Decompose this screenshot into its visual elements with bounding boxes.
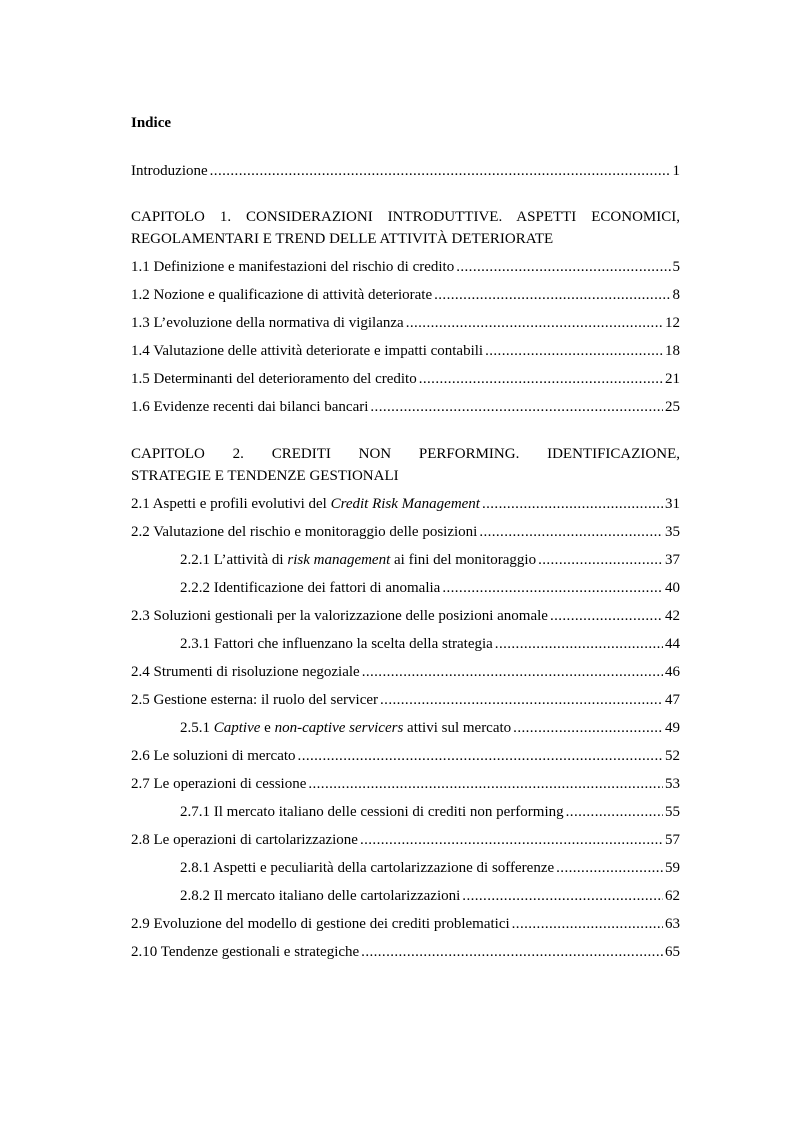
dot-leader — [298, 746, 663, 766]
dot-leader — [360, 830, 663, 850]
toc-entry-2-7-1[interactable] — [180, 802, 680, 822]
toc-entry-title: 1.3 L’evoluzione della normativa di vigilanza — [131, 315, 404, 331]
dot-leader — [434, 285, 670, 305]
toc-entry-2-9[interactable] — [131, 914, 680, 934]
italic-term: Captive — [213, 720, 261, 736]
dot-leader — [512, 914, 663, 934]
dot-leader — [462, 886, 663, 906]
toc-entry-title: 2.3 Soluzioni gestionali per la valorizzazione delle posizioni anomale — [131, 608, 548, 624]
toc-entry-title: 2.8 Le operazioni di cartolarizzazione — [131, 832, 358, 848]
dot-leader — [361, 942, 663, 962]
toc-entry-title: 1.6 Evidenze recenti dai bilanci bancari — [131, 399, 369, 415]
chapter-1-heading — [131, 206, 680, 250]
toc-page-number: 1 — [672, 163, 680, 179]
toc-page-number: 25 — [665, 399, 680, 415]
toc-page-number: 53 — [665, 776, 680, 792]
chapter-2-line-2: STRATEGIE E TENDENZE GESTIONALI — [131, 468, 399, 484]
toc-entry-1-2[interactable] — [131, 285, 680, 305]
toc-entry-title: 2.2 Valutazione del rischio e monitoraggio delle posizioni — [131, 524, 478, 540]
toc-page-number: 42 — [665, 608, 680, 624]
toc-entry-title: 2.2.2 Identificazione dei fattori di anomalia — [180, 580, 441, 596]
toc-entry-introduzione[interactable] — [131, 161, 680, 181]
dot-leader — [308, 774, 663, 794]
toc-entry-2-8-1[interactable] — [180, 858, 680, 878]
toc-page-number: 46 — [665, 664, 680, 680]
toc-entry-2-8-2[interactable] — [180, 886, 680, 906]
toc-entry-title: 1.1 Definizione e manifestazioni del rischio di credito — [131, 259, 455, 275]
toc-entry-title: 2.8.1 Aspetti e peculiarità della cartolarizzazione di sofferenze — [180, 860, 555, 876]
toc-page-number: 44 — [665, 636, 680, 652]
chapter-2-line-1: CAPITOLO 2. CREDITI NON PERFORMING. IDENTIFICAZIONE, — [131, 446, 680, 462]
toc-page-number: 47 — [665, 692, 680, 708]
toc-entry-title: 2.3.1 Fattori che influenzano la scelta della strategia — [180, 636, 493, 652]
toc-page-number: 65 — [665, 944, 680, 960]
toc-page-number: 8 — [672, 287, 680, 303]
toc-page-number: 21 — [665, 371, 680, 387]
italic-term: risk management — [287, 552, 391, 568]
toc-entry-title: 2.6 Le soluzioni di mercato — [131, 748, 296, 764]
italic-term: non-captive servicers — [274, 720, 404, 736]
toc-entry-title: 2.2.1 L’attività di risk management ai fini del monitoraggio — [180, 552, 537, 568]
dot-leader — [550, 606, 663, 626]
dot-leader — [362, 662, 663, 682]
toc-entry-title: 2.10 Tendenze gestionali e strategiche — [131, 944, 360, 960]
dot-leader — [479, 522, 663, 542]
dot-leader — [482, 494, 663, 514]
toc-entry-2-3[interactable] — [131, 606, 680, 626]
toc-entry-title: 1.5 Determinanti del deterioramento del credito — [131, 371, 417, 387]
dot-leader — [566, 802, 663, 822]
toc-entry-title: 2.7 Le operazioni di cessione — [131, 776, 307, 792]
toc-page-number: 18 — [665, 343, 680, 359]
toc-page-number: 35 — [665, 524, 680, 540]
toc-entry-title: 2.7.1 Il mercato italiano delle cessioni di crediti non performing — [180, 804, 564, 820]
toc-entry-2-1[interactable] — [131, 494, 680, 514]
dot-leader — [556, 858, 663, 878]
toc-page-number: 49 — [665, 720, 680, 736]
chapter-1-line-1: CAPITOLO 1. CONSIDERAZIONI INTRODUTTIVE. ASPETTI ECONOMICI, — [131, 209, 680, 225]
toc-page-number: 31 — [665, 496, 680, 512]
dot-leader — [485, 341, 663, 361]
toc-entry-title: 2.4 Strumenti di risoluzione negoziale — [131, 664, 360, 680]
toc-page-number: 62 — [665, 888, 680, 904]
toc-page-number: 37 — [665, 552, 680, 568]
toc-entry-1-3[interactable] — [131, 313, 680, 333]
toc-entry-title: 2.9 Evoluzione del modello di gestione dei crediti problematici — [131, 916, 510, 932]
toc-entry-2-2-2[interactable] — [180, 578, 680, 598]
toc-entry-2-7[interactable] — [131, 774, 680, 794]
toc-entry-2-8[interactable] — [131, 830, 680, 850]
toc-entry-2-2-1[interactable] — [180, 550, 680, 570]
toc-entry-1-1[interactable] — [131, 257, 680, 277]
toc-page-number: 40 — [665, 580, 680, 596]
italic-term: Credit Risk Management — [330, 496, 480, 512]
toc-page-number: 59 — [665, 860, 680, 876]
index-heading: Indice — [131, 115, 172, 131]
toc-entry-title: 2.8.2 Il mercato italiano delle cartolarizzazioni — [180, 888, 461, 904]
toc-page-number: 5 — [672, 259, 680, 275]
toc-page-number: 57 — [665, 832, 680, 848]
dot-leader — [538, 550, 663, 570]
dot-leader — [456, 257, 670, 277]
toc-page-number: 55 — [665, 804, 680, 820]
toc-entry-title: 2.5 Gestione esterna: il ruolo del servicer — [131, 692, 379, 708]
toc-entry-2-10[interactable] — [131, 942, 680, 962]
chapter-2-heading — [131, 443, 680, 487]
toc-page-number: 63 — [665, 916, 680, 932]
toc-entry-2-3-1[interactable] — [180, 634, 680, 654]
toc-entry-1-5[interactable] — [131, 369, 680, 389]
toc-entry-2-6[interactable] — [131, 746, 680, 766]
chapter-1-line-2: REGOLAMENTARI E TREND DELLE ATTIVITÀ DETERIORATE — [131, 231, 554, 247]
toc-entry-title: Introduzione — [131, 163, 208, 179]
toc-entry-1-4[interactable] — [131, 341, 680, 361]
toc-entry-2-5-1[interactable] — [180, 718, 680, 738]
toc-entry-2-5[interactable] — [131, 690, 680, 710]
toc-entry-title: 2.1 Aspetti e profili evolutivi del Credit Risk Management — [131, 496, 480, 512]
toc-page-number: 52 — [665, 748, 680, 764]
dot-leader — [370, 397, 663, 417]
dot-leader — [419, 369, 663, 389]
toc-entry-1-6[interactable] — [131, 397, 680, 417]
toc-entry-title: 1.2 Nozione e qualificazione di attività deteriorate — [131, 287, 433, 303]
toc-entry-2-4[interactable] — [131, 662, 680, 682]
dot-leader — [406, 313, 663, 333]
dot-leader — [442, 578, 663, 598]
dot-leader — [210, 161, 671, 181]
toc-page-number: 12 — [665, 315, 680, 331]
dot-leader — [513, 718, 663, 738]
toc-entry-title: 2.5.1 Captive e non-captive servicers attivi sul mercato — [180, 720, 512, 736]
dot-leader — [495, 634, 663, 654]
toc-entry-2-2[interactable] — [131, 522, 680, 542]
dot-leader — [380, 690, 663, 710]
toc-entry-title: 1.4 Valutazione delle attività deteriorate e impatti contabili — [131, 343, 484, 359]
